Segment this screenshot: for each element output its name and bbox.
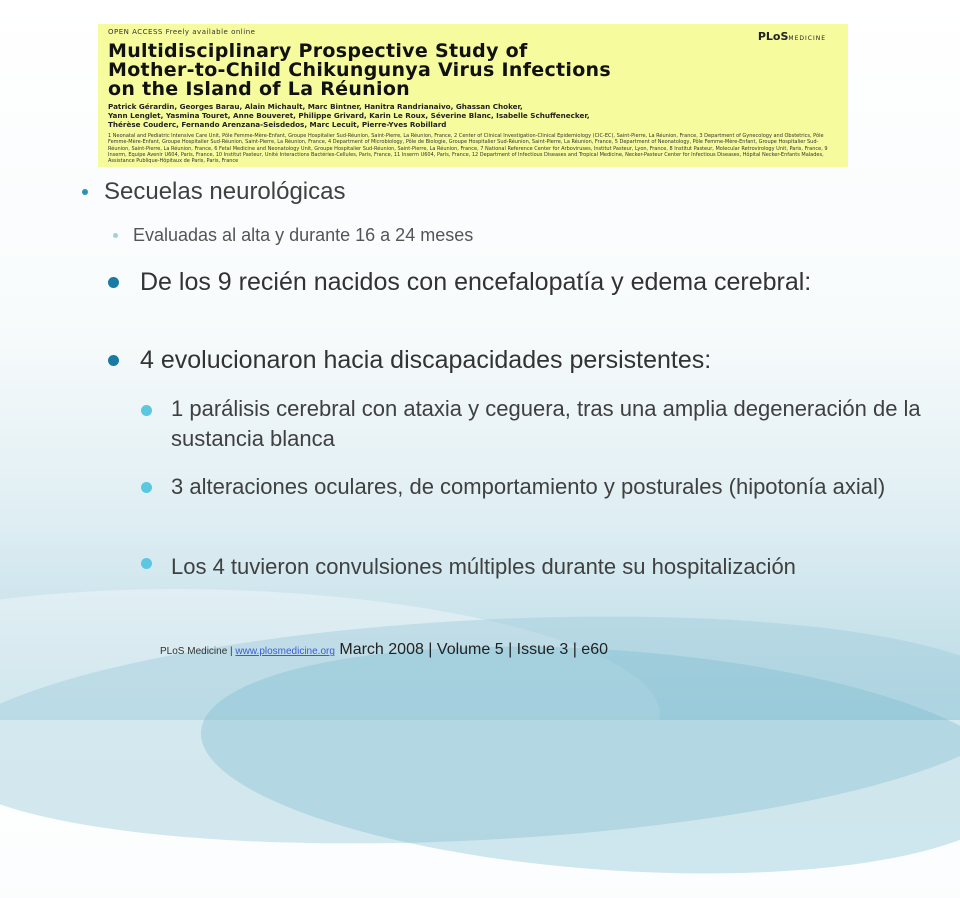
bullet-dot (108, 355, 119, 366)
paper-authors (108, 102, 838, 129)
paper-title (108, 42, 838, 99)
paper-title-line: Mother-to-Child Chikungunya Virus Infections (108, 59, 611, 81)
journal-logo (758, 30, 826, 43)
citation-footer (160, 641, 608, 659)
point-persistent-disabilities: 4 evolucionaron hacia discapacidades persistentes: (140, 346, 712, 374)
journal-brand-sub: MEDICINE (788, 35, 826, 42)
sub-point-cerebral-palsy: 1 parálisis cerebral con ataxia y ceguera, tras una amplia degeneración de la sustancia blanca (171, 396, 921, 451)
paper-affiliations: 1 Neonatal and Pediatric Intensive Care Unit, Pôle Femme-Mère-Enfant, Groupe Hospitalier Sud-Réunion, Saint-Pierre, La Réunion, France, 2 Center of Clinical Investigation-Clinical Epidemiology (CIC-EC), Saint-Pierre, La Réunion, France, 3 Department of Gynecology and Obstetrics, Pôle Femme-Mère-Enfant, Groupe Hospitalier Sud-Réunion, Saint-Pierre, La Réunion, France, 4 Department of Microbiology, Pôle de Biologie, Groupe Hospitalier Sud-Réunion, Saint-Pierre, La Réunion, France, 5 Department of Neonatology, Pôle Femme-Mère-Enfant, Groupe Hospitalier Sud-Réunion, Saint-Pierre, La Réunion, France, 6 Fetal Medicine and Neonatology Unit, Groupe Hospitalier Sud-Réunion, Saint-Pierre, La Réunion, France, 7 National Reference Center for Arboviruses, Institut Pasteur, Lyon, France, 8 Institut Pasteur, Molecular Retrovirology Unit, Paris, France, 9 Inserm, Equipe Avenir U604, Paris, France, 10 Institut Pasteur, Unité Interactions Bactéries-Cellules, Paris, France, 11 Inserm U604, Paris, France, 12 Department of Infectious Diseases and Tropical Medicine, Necker-Pasteur Center for Infectious Diseases, Hôpital Necker-Enfants Malades, Assistance Publique-Hôpitaux de Paris, Paris, France (108, 133, 828, 165)
journal-link[interactable]: www.plosmedicine.org (235, 646, 335, 657)
paper-header-image (98, 24, 848, 167)
sub-point-ocular-alterations: 3 alteraciones oculares, de comportamiento y posturales (hipotonía axial) (171, 474, 886, 499)
bullet-dot (141, 482, 152, 493)
open-access-line: OPEN ACCESS Freely available online (108, 28, 256, 36)
bullet-dot (113, 233, 118, 238)
journal-brand: PLoS (757, 30, 789, 43)
author-line: Yann Lenglet, Yasmina Touret, Anne Bouveret, Philippe Grivard, Karin Le Roux, Séverine Blanc, Isabelle Schuffenecker, (108, 111, 590, 120)
bullet-dot (108, 277, 119, 288)
paper-title-line: on the Island of La Réunion (108, 78, 410, 100)
paper-title-line: Multidisciplinary Prospective Study of (108, 40, 528, 62)
sub-point-convulsions: Los 4 tuvieron convulsiones múltiples durante su hospitalización (171, 554, 796, 579)
bullet-evaluation-period: Evaluadas al alta y durante 16 a 24 meses (133, 225, 474, 245)
citation-suffix: March 2008 | Volume 5 | Issue 3 | e60 (334, 641, 608, 658)
bullet-dot (141, 405, 152, 416)
bullet-dot (82, 189, 88, 195)
author-line: Thérèse Couderc, Fernando Arenzana-Seisdedos, Marc Lecuit, Pierre-Yves Robillard (108, 120, 447, 129)
citation-prefix: PLoS Medicine | (160, 646, 236, 657)
author-line: Patrick Gérardin, Georges Barau, Alain Michault, Marc Bintner, Hanitra Randrianaivo, Ghassan Choker, (108, 102, 523, 111)
point-newborns-encephalopathy: De los 9 recién nacidos con encefalopatía y edema cerebral: (140, 268, 812, 296)
bullet-neurological-sequelae: Secuelas neurológicas (104, 178, 346, 205)
bullet-dot (141, 558, 152, 569)
